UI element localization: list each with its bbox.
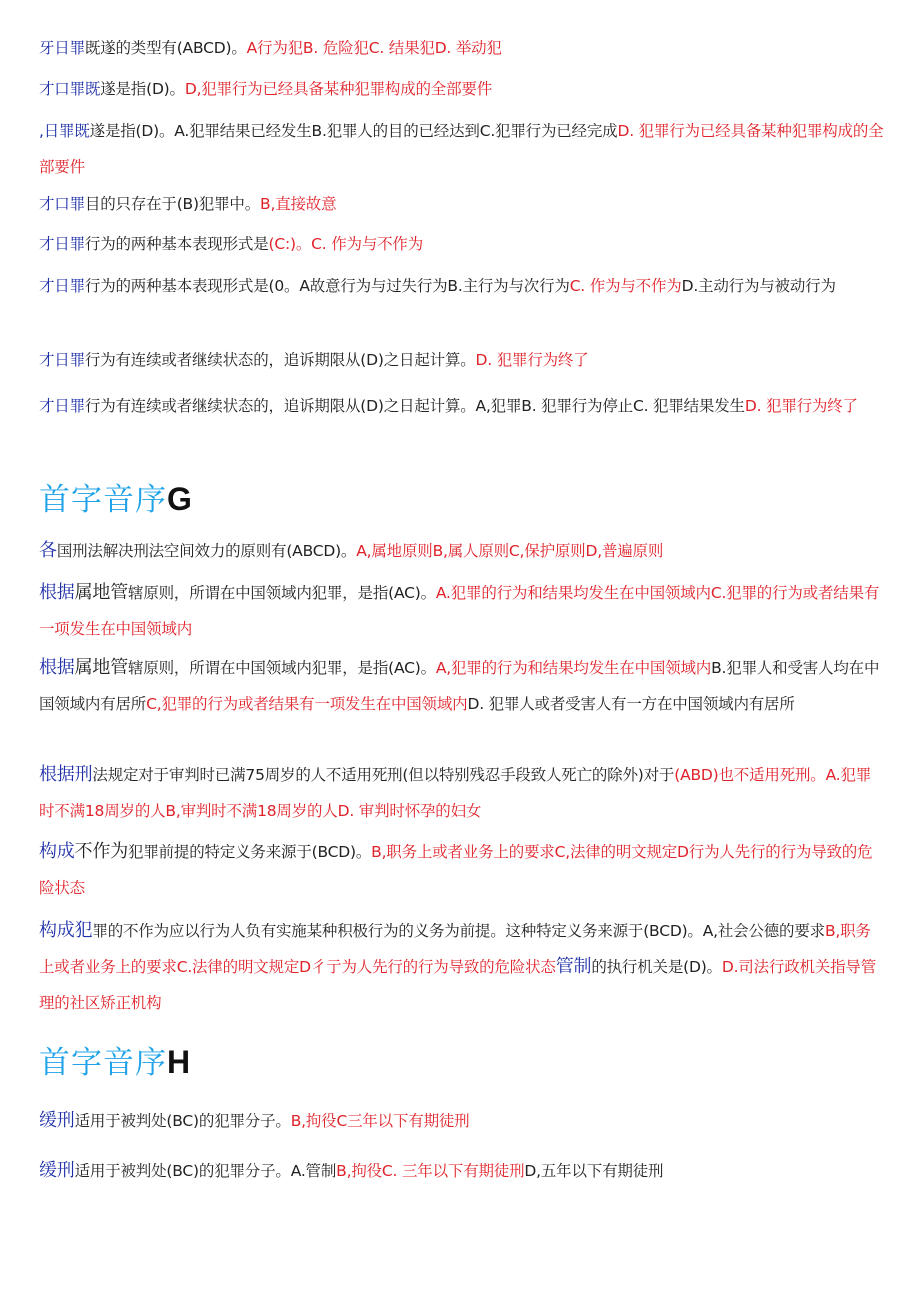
- entry-answer: A,属地原则B,属人原则C,保护原则D,普遍原则: [356, 542, 664, 560]
- entry-key: 缓刑: [39, 1110, 75, 1131]
- entry-text: 适用于被判处(BC)的犯罪分子。: [74, 1112, 291, 1130]
- entry-crime-act-forms: [39, 226, 884, 262]
- entry-probation-scope: [39, 1103, 884, 1139]
- entry-probation-scope-options: [39, 1153, 884, 1189]
- entry-key: 才日罪: [39, 277, 85, 295]
- entry-answer: D. 犯罪行为终了: [475, 351, 589, 369]
- entry-key: 构成犯: [39, 920, 93, 941]
- entry-text-continued: 的执行机关是(D)。: [591, 958, 722, 976]
- entry-text: 辖原则，所谓在中国领域内犯罪，是指(AC)。: [128, 584, 436, 602]
- entry-answer: D. 犯罪行为终了: [744, 397, 858, 415]
- heading-label: 首字音序: [39, 482, 167, 518]
- entry-key-mid: 属地管: [74, 582, 129, 603]
- entry-text: 行为的两种基本表现形式是(0。A故意行为与过失行为B.主行为与次行为: [84, 277, 570, 295]
- entry-crime-completion-types: [39, 30, 884, 66]
- heading-label: 首字音序: [39, 1045, 167, 1081]
- entry-key: 牙日罪: [39, 39, 85, 57]
- entry-text: 罪的不作为应以行为人负有实施某种积极行为的义务为前提。这种特定义务来源于(BCD)。A,社会公德的要求: [92, 922, 825, 940]
- entry-text: 遂是指(D)。: [100, 80, 185, 98]
- entry-text: 法规定对于审判时已满75周岁的人不适用死刑(但以特别残忍手段致人死亡的除外)对于: [92, 766, 675, 784]
- heading-letter: H: [167, 1044, 192, 1080]
- entry-text: 行为有连续或者继续状态的，追诉期限从(D)之日起计算。A,犯罪B. 犯罪行为停止C. 犯罪结果发生: [84, 397, 745, 415]
- entry-key: 构成: [39, 841, 75, 862]
- entry-key: 根据刑: [39, 764, 93, 785]
- entry-text-continued: D.主动行为与被动行为: [681, 277, 836, 295]
- entry-key-mid: 属地管: [74, 657, 129, 678]
- entry-crime-act-forms-options: [39, 268, 884, 304]
- entry-crime-completion-def-options: [39, 113, 884, 185]
- entry-territorial-jurisdiction-options: [39, 650, 884, 722]
- entry-key: ,日罪既: [39, 122, 90, 140]
- entry-answer: B,拘役C. 三年以下有期徒刑: [336, 1162, 525, 1180]
- entry-key-secondary: 管制: [555, 956, 592, 977]
- entry-text: 适用于被判处(BC)的犯罪分子。A.管制: [74, 1162, 337, 1180]
- entry-answer: B,职务上或者业务上的要求C,法律的明文规定D行为人先行的行为导致的危险状态: [39, 843, 873, 897]
- entry-text: 国刑法解决刑法空间效力的原则有(ABCD)。: [56, 542, 357, 560]
- entry-text: 犯罪前提的特定义务来源于(BCD)。: [128, 843, 372, 861]
- entry-answer: B,直接故意: [260, 195, 337, 213]
- entry-crime-purpose: [39, 186, 884, 222]
- entry-omission-duty-source: [39, 834, 884, 906]
- entry-answer: D. 犯罪行为已经具备某种犯罪构成的全部要件: [39, 122, 884, 176]
- entry-text-continued: B.犯罪人和受害人均在中国领域内有居所: [39, 659, 880, 713]
- entry-answer-continued: D.司法行政机关指导管理的社区矫正机构: [39, 958, 877, 1012]
- entry-key: 才日罪: [39, 235, 85, 253]
- heading-letter: G: [167, 481, 193, 517]
- entry-omission-duty-options: [39, 913, 884, 1021]
- entry-key-mid: 不作为: [74, 841, 129, 862]
- entry-text: 遂是指(D)。A.犯罪结果已经发生B.犯罪人的目的已经达到C.犯罪行为已经完成: [89, 122, 618, 140]
- entry-key: 根据: [39, 657, 75, 678]
- entry-key: 缓刑: [39, 1160, 75, 1181]
- entry-text-tail: D. 犯罪人或者受害人有一方在中国领域内有居所: [467, 695, 795, 713]
- entry-answer: B,职务上或者业务上的要求C.法律的明文规定D彳亍为人先行的行为导致的危险状态: [39, 922, 871, 976]
- entry-prosecution-period-options: [39, 388, 884, 424]
- entry-text: 行为有连续或者继续状态的，追诉期限从(D)之日起计算。: [84, 351, 476, 369]
- entry-key: 才日罪: [39, 397, 85, 415]
- entry-answer: B,拘役C三年以下有期徒刑: [290, 1112, 470, 1130]
- entry-answer-continued: C,犯罪的行为或者结果有一项发生在中国领域内: [146, 695, 468, 713]
- entry-key: 才日罪: [39, 351, 85, 369]
- entry-answer: A.犯罪的行为和结果均发生在中国领域内C.犯罪的行为或者结果有一项发生在中国领域内: [39, 584, 880, 638]
- entry-crime-completion-def: [39, 71, 884, 107]
- entry-text-continued: D,五年以下有期徒刑: [524, 1162, 664, 1180]
- entry-answer: D,犯罪行为已经具备某种犯罪构成的全部要件: [184, 80, 493, 98]
- entry-text: 辖原则，所谓在中国领域内犯罪，是指(AC)。: [128, 659, 436, 677]
- entry-key: 才口罪: [39, 195, 85, 213]
- entry-territorial-jurisdiction: [39, 575, 884, 647]
- section-heading-h: [39, 1042, 191, 1083]
- entry-text: 目的只存在于(B)犯罪中。: [84, 195, 261, 213]
- entry-answer: A,犯罪的行为和结果均发生在中国领域内: [435, 659, 712, 677]
- entry-death-penalty: [39, 757, 884, 829]
- entry-answer: A行为犯B. 危险犯C. 结果犯D. 举动犯: [246, 39, 502, 57]
- entry-answer: (ABD)也不适用死刑。A.犯罪时不满18周岁的人B,审判时不满18周岁的人D. 审判时怀孕的妇女: [39, 766, 872, 820]
- entry-text: 既遂的类型有(ABCD)。: [84, 39, 247, 57]
- entry-spatial-effect: [39, 533, 884, 569]
- entry-key: 各: [39, 540, 57, 561]
- entry-answer: (C:)。C. 作为与不作为: [268, 235, 424, 253]
- entry-answer: C. 作为与不作为: [569, 277, 682, 295]
- entry-key: 根据: [39, 582, 75, 603]
- entry-prosecution-period: [39, 342, 884, 378]
- entry-key: 才口罪既: [39, 80, 101, 98]
- entry-text: 行为的两种基本表现形式是: [84, 235, 269, 253]
- section-heading-g: [39, 479, 193, 520]
